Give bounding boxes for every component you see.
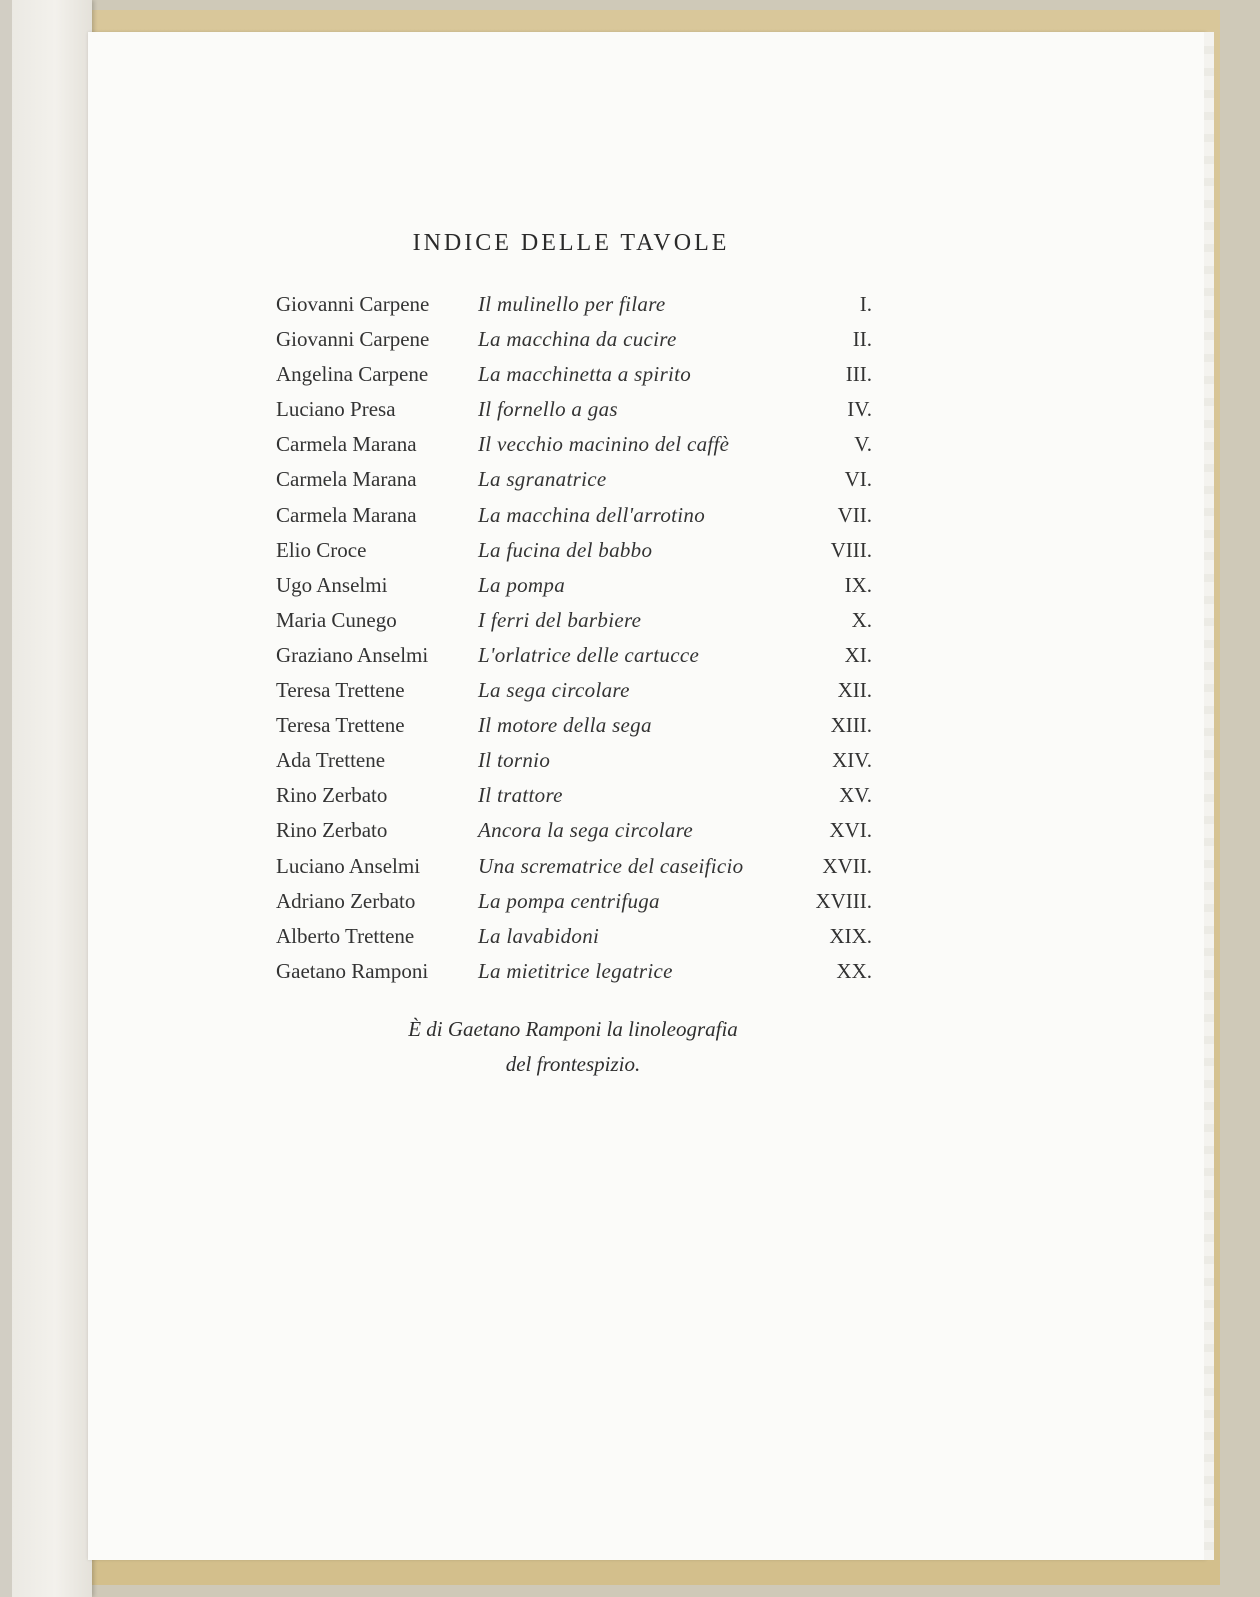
index-row [276, 463, 872, 498]
page-heading: INDICE DELLE TAVOLE [412, 230, 730, 256]
plate-title: Il tornio [478, 748, 551, 773]
plate-number: II. [852, 327, 872, 352]
artist-name: Alberto Trettene [276, 923, 415, 948]
index-row [276, 850, 872, 885]
index-row [276, 569, 872, 604]
artist-name: Graziano Anselmi [276, 642, 429, 667]
plate-title: La fucina del babbo [478, 537, 653, 562]
artist-name: Luciano Presa [276, 397, 396, 422]
plates-index-table [276, 288, 872, 990]
plate-title: L'orlatrice delle cartucce [478, 642, 700, 667]
artist-name: Carmela Marana [276, 432, 417, 457]
plate-title: Il vecchio macinino del caffè [478, 432, 730, 457]
artist-name: Angelina Carpene [276, 362, 429, 387]
plate-title: Il fornello a gas [478, 397, 618, 422]
plate-number: VII. [837, 502, 872, 527]
artist-name: Elio Croce [276, 537, 367, 562]
flap-edge [0, 0, 12, 1597]
plate-title: Ancora la sega circolare [478, 818, 694, 843]
plate-number: IX. [844, 572, 872, 597]
index-row [276, 639, 872, 674]
index-row [276, 358, 872, 393]
artist-name: Teresa Trettene [276, 713, 405, 738]
plate-title: La pompa centrifuga [478, 888, 660, 913]
index-row [276, 955, 872, 990]
plate-title: Il trattore [478, 783, 563, 808]
plate-title: La sega circolare [478, 678, 630, 703]
index-row [276, 499, 872, 534]
plate-title: Una scrematrice del caseificio [478, 853, 744, 878]
index-row [276, 428, 872, 463]
plate-number: VIII. [830, 537, 872, 562]
colophon-line-1: È di Gaetano Ramponi la linoleografia [408, 1017, 738, 1041]
index-row [276, 744, 872, 779]
plate-number: VI. [844, 467, 872, 492]
plate-title: La macchinetta a spirito [478, 362, 692, 387]
artist-name: Ada Trettene [276, 748, 386, 773]
plate-title: Il motore della sega [478, 713, 652, 738]
plate-title: La macchina da cucire [478, 327, 677, 352]
plate-number: I. [859, 292, 872, 316]
plate-number: XIV. [832, 748, 872, 773]
index-row [276, 885, 872, 920]
index-row [276, 288, 872, 323]
plate-title: La macchina dell'arrotino [478, 502, 706, 527]
plate-number: XVI. [829, 818, 872, 843]
plate-title: La sgranatrice [478, 467, 607, 492]
index-row [276, 393, 872, 428]
artist-name: Giovanni Carpene [276, 292, 430, 316]
artist-name: Rino Zerbato [276, 818, 388, 843]
artist-name: Carmela Marana [276, 467, 417, 492]
plate-title: La pompa [478, 572, 565, 597]
colophon [88, 1012, 1058, 1082]
plate-number: XVII. [822, 853, 872, 878]
artist-name: Luciano Anselmi [276, 853, 421, 878]
artist-name: Adriano Zerbato [276, 888, 416, 913]
index-row [276, 604, 872, 639]
index-row [276, 814, 872, 849]
colophon-line-2: del frontespizio. [505, 1052, 641, 1076]
plate-number: III. [845, 362, 872, 387]
plate-number: XX. [836, 958, 872, 983]
plate-number: V. [854, 432, 872, 457]
artist-name: Maria Cunego [276, 607, 397, 632]
plate-title: La lavabidoni [478, 923, 600, 948]
index-row [276, 534, 872, 569]
plate-title: La mietitrice legatrice [478, 958, 673, 983]
plate-number: XI. [844, 642, 872, 667]
plate-number: XV. [839, 783, 872, 808]
plate-number: XIX. [829, 923, 872, 948]
plate-number: XVIII. [815, 888, 872, 913]
artist-name: Teresa Trettene [276, 678, 405, 703]
plate-number: XIII. [830, 713, 872, 738]
index-row [276, 674, 872, 709]
plate-number: X. [851, 607, 872, 632]
artist-name: Giovanni Carpene [276, 327, 430, 352]
artist-name: Gaetano Ramponi [276, 958, 429, 983]
index-row [276, 323, 872, 358]
plate-number: IV. [847, 397, 872, 422]
index-row [276, 779, 872, 814]
left-flap-page [0, 0, 92, 1597]
plate-title: I ferri del barbiere [478, 607, 642, 632]
index-row [276, 709, 872, 744]
artist-name: Carmela Marana [276, 502, 417, 527]
deckle-edge [1204, 32, 1214, 1560]
artist-name: Rino Zerbato [276, 783, 388, 808]
artist-name: Ugo Anselmi [276, 572, 388, 597]
index-page [88, 32, 1206, 1560]
plate-title: Il mulinello per filare [478, 292, 666, 316]
plate-number: XII. [837, 678, 872, 703]
index-row [276, 920, 872, 955]
